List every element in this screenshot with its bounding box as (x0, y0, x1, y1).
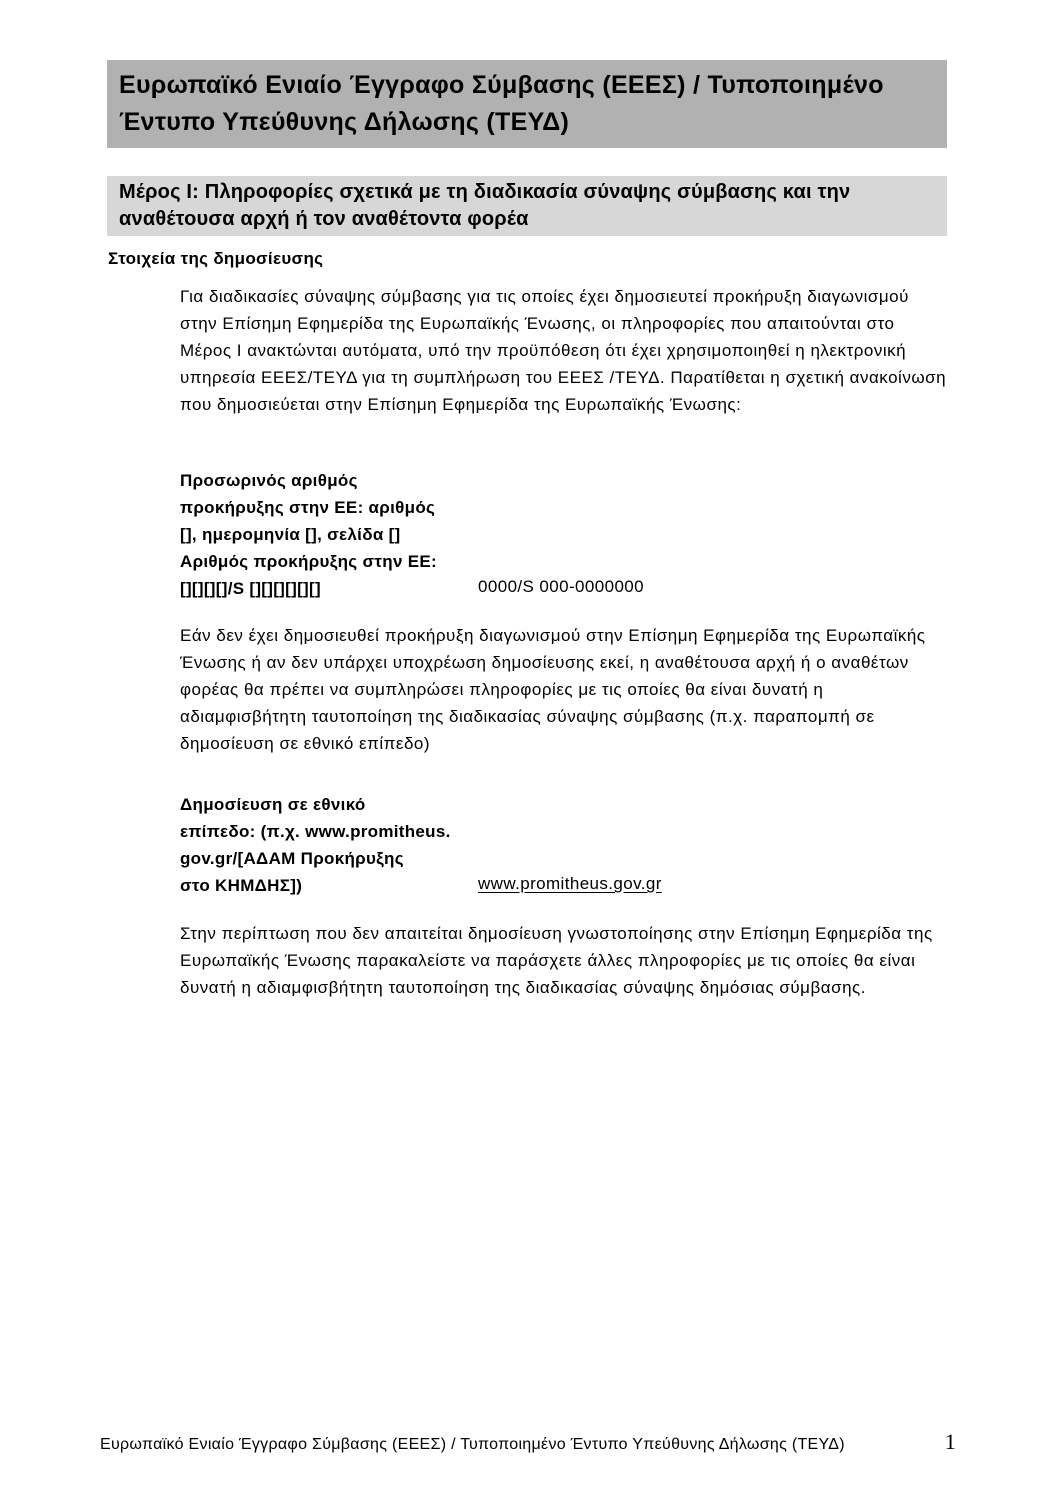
national-publication-field (180, 791, 948, 899)
paragraph-no-notice-required: Στην περίπτωση που δεν απαιτείται δημοσίευση γνωστοποίησης στην Επίσημη Εφημερίδα της Ευρωπαϊκής Ένωσης παρακαλείστε να παράσχετε άλλες πληροφορίες με τις οποίες θα είναι δυνατή η αδιαμφισβήτητη ταυτοποίηση της διαδικασίας σύναψης δημόσιας σύμβασης. (180, 924, 933, 997)
part1-heading-line: αναθέτουσα αρχή ή τον αναθέτοντα φορέα (119, 208, 529, 230)
paragraph-eu-publication-info: Για διαδικασίες σύναψης σύμβασης για τις οποίες έχει δημοσιευτεί προκήρυξη διαγωνισμού στην Επίσημη Εφημερίδα της Ευρωπαϊκής Ένωσης, οι πληροφορίες που απαιτούνται στο Μέρος Ι ανακτώνται αυτόματα, υπό την προϋπόθεση ότι έχει χρησιμοποιηθεί η ηλεκτρονική υπηρεσία ΕΕΕΣ/ΤΕΥΔ για τη συμπλήρωση του ΕΕΕΣ /ΤΕΥΔ. Παρατίθεται η σχετική ανακοίνωση που δημοσιεύεται στην Επίσημη Εφημερίδα της Ευρωπαϊκής Ένωσης: (180, 287, 947, 414)
part1-heading-banner (107, 176, 947, 236)
eu-notice-number-label-line: [][][][]/S [][][][][][] (180, 579, 321, 598)
page-footer (100, 1429, 956, 1456)
paragraph-no-eu-publication: Εάν δεν έχει δημοσιευθεί προκήρυξη διαγωνισμού στην Επίσημη Εφημερίδα της Ευρωπαϊκής Ένωσης ή αν δεν υπάρχει υποχρέωση δημοσίευσης εκεί, η αναθέτουσα αρχή ή ο αναθέτων φορέας θα πρέπει να συμπληρώσει πληροφορίες με τις οποίες θα είναι δυνατή η αδιαμφισβήτητη ταυτοποίηση της διαδικασίας σύναψης σύμβασης (π.χ. παραπομπή σε δημοσίευση σε εθνικό επίπεδο) (180, 626, 926, 753)
publication-details-heading: Στοιχεία της δημοσίευσης (108, 249, 324, 268)
national-publication-label-line: στο ΚΗΜΔΗΣ]) (180, 876, 303, 895)
document-title-banner (107, 60, 947, 148)
document-title-line: Ευρωπαϊκό Ενιαίο Έγγραφο Σύμβασης (ΕΕΕΣ) / Τυποποιημένο (119, 71, 884, 99)
national-publication-label-line: επίπεδο: (π.χ. www.promitheus. (180, 822, 451, 841)
eu-notice-number-field (180, 467, 948, 602)
eu-notice-number-label-line: [], ημερομηνία [], σελίδα [] (180, 525, 401, 544)
eu-notice-number-label-line: Προσωρινός αριθμός (180, 471, 358, 490)
national-publication-link[interactable]: www.promitheus.gov.gr (478, 874, 662, 893)
page-number: 1 (944, 1429, 956, 1454)
part1-heading-line: Μέρος Ι: Πληροφορίες σχετικά με τη διαδικασία σύναψης σύμβασης και την (119, 181, 851, 203)
eu-notice-number-label-line: προκήρυξης στην ΕΕ: αριθμός (180, 498, 436, 517)
footer-document-title: Ευρωπαϊκό Ενιαίο Έγγραφο Σύμβασης (ΕΕΕΣ) / Τυποποιημένο Έντυπο Υπεύθυνης Δήλωσης (ΤΕΥΔ) (100, 1436, 845, 1453)
national-publication-label-line: gov.gr/[ΑΔΑΜ Προκήρυξης (180, 849, 404, 868)
eu-notice-number-value: 0000/S 000-0000000 (478, 577, 645, 596)
document-title-line: Έντυπο Υπεύθυνης Δήλωσης (ΤΕΥΔ) (119, 108, 570, 136)
eu-notice-number-label-line: Αριθμός προκήρυξης στην ΕΕ: (180, 552, 437, 571)
national-publication-label-line: Δημοσίευση σε εθνικό (180, 795, 366, 814)
